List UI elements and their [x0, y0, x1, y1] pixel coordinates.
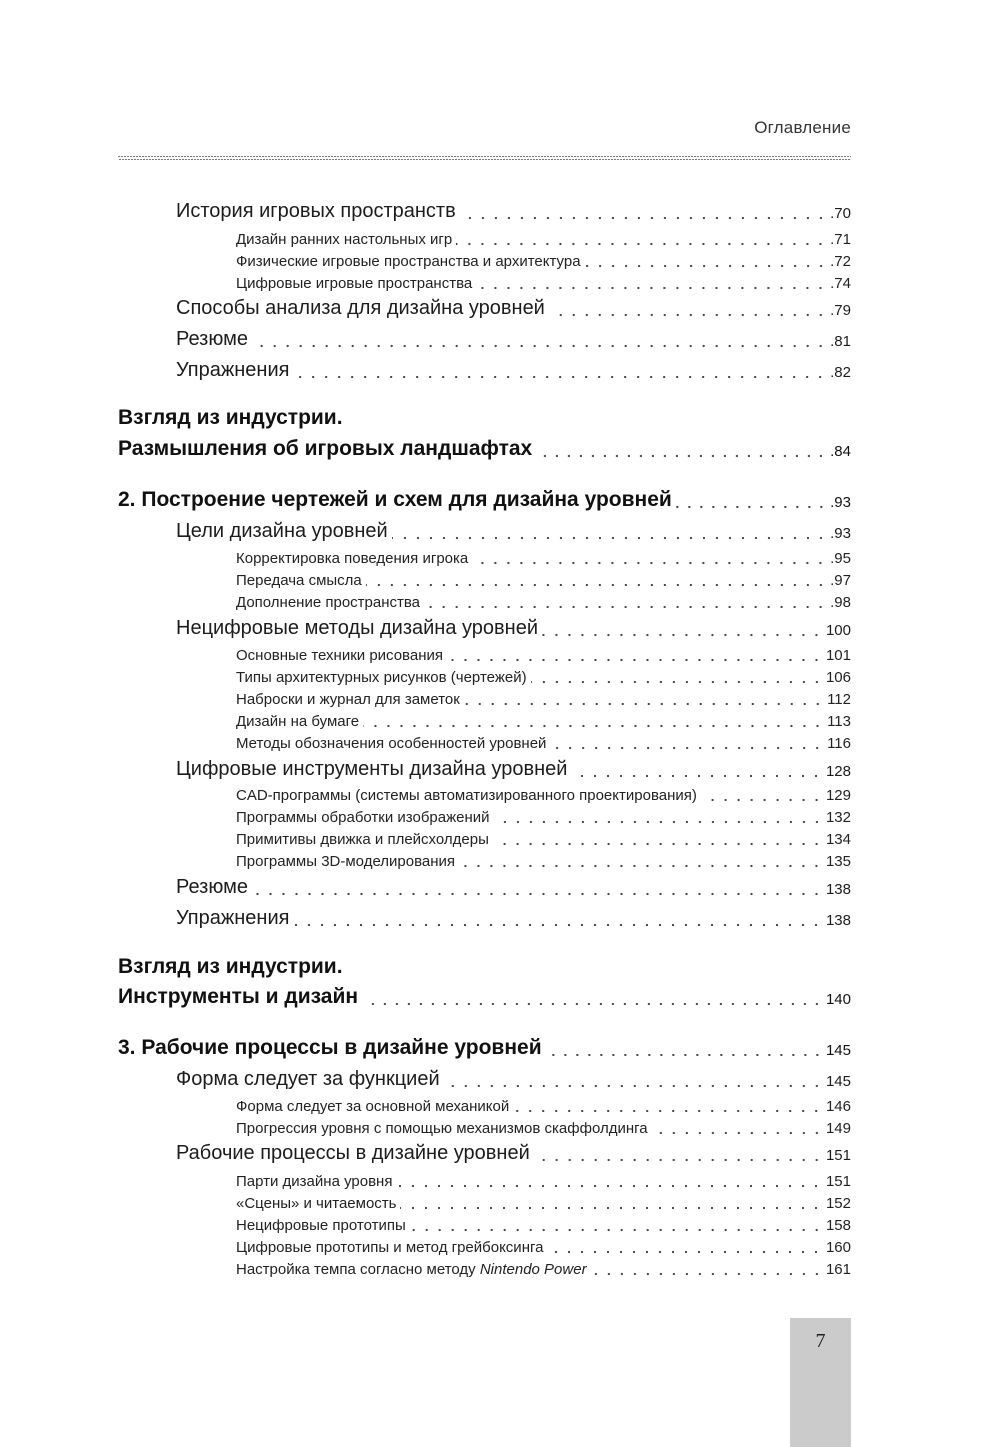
dot-leader: [571, 758, 823, 778]
toc-entry: [176, 907, 851, 928]
toc-entry: [176, 1068, 851, 1089]
dot-leader: [252, 876, 823, 896]
toc-entry-page: .98: [830, 594, 851, 611]
toc-entry: [236, 831, 851, 847]
toc-entry-page: .81: [830, 333, 851, 350]
toc-entry-title: 3. Рабочие процессы в дизайне уровней: [118, 1037, 546, 1058]
dot-leader: [460, 200, 827, 220]
toc-entry-page: 146: [825, 1098, 851, 1115]
toc-entry-page: .84: [830, 443, 851, 460]
toc-entry: [176, 758, 851, 779]
toc-entry-page: .74: [830, 275, 851, 292]
toc-entry-page: 128: [825, 763, 851, 780]
toc-entry-title-italic: Nintendo Power: [479, 1261, 587, 1278]
toc-section-heading: Взгляд из индустрии.: [118, 406, 343, 429]
running-header: Оглавление: [754, 118, 851, 137]
dot-leader: [293, 359, 827, 379]
toc-entry-page: .79: [830, 302, 851, 319]
page-number-tab: [790, 1318, 851, 1447]
toc-entry: [176, 359, 851, 380]
toc-entry: [236, 1261, 851, 1277]
toc-entry: [236, 231, 851, 247]
toc-entry: [236, 572, 851, 588]
toc-entry-page: 152: [825, 1195, 851, 1212]
toc-entry: [236, 1195, 851, 1211]
toc-entry-page: 149: [825, 1120, 851, 1137]
page-number: 7: [815, 1330, 826, 1352]
toc-entry-page: 112: [827, 691, 851, 708]
toc-entry: [118, 437, 851, 459]
toc-entry: [236, 1217, 851, 1233]
toc-entry: [176, 328, 851, 349]
dot-leader: [542, 617, 823, 637]
toc-entry-page: 140: [825, 991, 851, 1008]
toc-entry-title: Форма следует за основной механикой: [236, 1099, 513, 1114]
toc-entry: [176, 297, 851, 318]
toc-entry-title: Упражнения: [176, 908, 293, 928]
dot-leader: [366, 572, 827, 587]
toc-entry-title: Нецифровые методы дизайна уровней: [176, 618, 542, 638]
toc-entry-page: 158: [825, 1217, 851, 1234]
toc-entry: [236, 713, 851, 729]
toc-entry-page: 106: [825, 669, 851, 686]
toc-entry-title: Инструменты и дизайн: [118, 986, 362, 1007]
toc-entry-title: Корректировка поведения игрока: [236, 551, 472, 566]
toc-entry-title: Рабочие процессы в дизайне уровней: [176, 1143, 534, 1163]
toc-entry-title: Примитивы движка и плейсхолдеры: [236, 832, 493, 847]
toc-entry-title: Цифровые прототипы и метод грейбоксинга: [236, 1240, 547, 1255]
dot-leader: [456, 231, 827, 246]
dot-leader: [444, 1068, 823, 1088]
dot-leader: [472, 550, 827, 565]
dot-leader: [464, 691, 824, 706]
dot-leader: [493, 831, 823, 846]
dot-leader: [549, 297, 827, 317]
toc-entry-title: Передача смысла: [236, 573, 366, 588]
toc-entry-page: 135: [825, 853, 851, 870]
dot-leader: [447, 647, 823, 662]
toc-entry-title: История игровых пространств: [176, 201, 460, 221]
toc-entry-page: 134: [825, 831, 851, 848]
toc-entry-page: .70: [830, 205, 851, 222]
toc-entry-page: .72: [830, 253, 851, 270]
toc-entry: [236, 550, 851, 566]
dot-leader: [476, 275, 827, 290]
toc-entry: [236, 594, 851, 610]
toc-entry: [236, 1098, 851, 1114]
toc-entry: [176, 617, 851, 638]
toc-entry-title: Способы анализа для дизайна уровней: [176, 298, 549, 318]
toc-entry: [236, 1120, 851, 1136]
toc-entry-page: 101: [825, 647, 851, 664]
toc-entry: [236, 669, 851, 685]
toc-entry-page: 132: [825, 809, 851, 826]
dot-leader: [293, 907, 822, 927]
toc-entry: [176, 876, 851, 897]
dot-leader: [701, 787, 823, 802]
dot-leader: [546, 1036, 823, 1057]
dot-leader: [652, 1120, 823, 1135]
dot-leader: [410, 1217, 823, 1232]
toc-entry: [236, 275, 851, 291]
dot-leader: [550, 735, 824, 750]
toc-entry: [176, 200, 851, 221]
dot-leader: [252, 328, 827, 348]
dot-leader: [459, 853, 823, 868]
toc-entry-page: 113: [827, 713, 851, 730]
toc-entry-title: Форма следует за функцией: [176, 1069, 444, 1089]
toc-entry-page: 151: [825, 1147, 851, 1164]
toc-entry-title: Нецифровые прототипы: [236, 1218, 410, 1233]
dot-leader: [534, 1142, 823, 1162]
toc-entry-page: 151: [825, 1173, 851, 1190]
dot-leader: [676, 488, 827, 509]
toc-entry-title: Типы архитектурных рисунков (чертежей): [236, 670, 531, 685]
toc-entry-page: 161: [825, 1261, 851, 1278]
toc-entry-page: 160: [825, 1239, 851, 1256]
toc-entry-title: Прогрессия уровня с помощью механизмов скаффолдинга: [236, 1121, 652, 1136]
toc-entry-title: 2. Построение чертежей и схем для дизайна уровней: [118, 489, 676, 510]
dot-leader: [424, 594, 827, 609]
toc-entry-page: 100: [825, 622, 851, 639]
toc-entry-title: Парти дизайна уровня: [236, 1174, 396, 1189]
toc-entry-title: Дополнение пространства: [236, 595, 424, 610]
toc-entry: [176, 1142, 851, 1163]
toc-entry: [236, 1173, 851, 1189]
toc-entry-title: Упражнения: [176, 360, 293, 380]
toc-entry-title: Программы обработки изображений: [236, 810, 494, 825]
toc-entry-title-text: Настройка темпа согласно методу: [236, 1261, 480, 1278]
dot-leader: [494, 809, 823, 824]
toc-entry-title: Основные техники рисования: [236, 648, 447, 663]
toc-entry-title: Резюме: [176, 329, 252, 349]
toc-entry-page: .93: [830, 494, 851, 511]
toc-entry-title: «Сцены» и читаемость: [236, 1196, 400, 1211]
dot-leader: [547, 1239, 823, 1254]
toc-entry-page: .82: [830, 364, 851, 381]
toc-entry-page: .93: [830, 525, 851, 542]
toc-entry: [236, 735, 851, 751]
dot-leader: [392, 520, 827, 540]
toc-entry-page: .71: [830, 231, 851, 248]
toc-entry-title: Физические игровые пространства и архитектура: [236, 254, 585, 269]
toc-entry-page: .95: [830, 550, 851, 567]
toc-entry-title: Наброски и журнал для заметок: [236, 692, 464, 707]
toc-entry-title: Резюме: [176, 877, 252, 897]
toc-entry-page: 129: [825, 787, 851, 804]
toc-entry: [236, 787, 851, 803]
toc-entry: [236, 253, 851, 269]
toc-entry-title: CAD-программы (системы автоматизированного проектирования): [236, 788, 701, 803]
dot-leader: [531, 669, 823, 684]
toc-section-heading: Взгляд из индустрии.: [118, 955, 343, 978]
toc-entry-title: Дизайн ранних настольных игр: [236, 232, 456, 247]
toc-entry-title: Дизайн на бумаге: [236, 714, 363, 729]
dot-leader: [400, 1195, 822, 1210]
toc-entry-page: 145: [825, 1042, 851, 1059]
toc-entry-title: [236, 1262, 591, 1277]
toc-entry-page: 138: [825, 912, 851, 929]
toc-entry-page: 145: [825, 1073, 851, 1090]
toc-entry-title: Цели дизайна уровней: [176, 521, 392, 541]
toc-entry-title: Методы обозначения особенностей уровней: [236, 736, 550, 751]
toc-chapter-entry: [118, 488, 851, 510]
toc-entry: [236, 809, 851, 825]
toc-entry-page: 116: [827, 735, 851, 752]
toc-entry-title: Программы 3D-моделирования: [236, 854, 459, 869]
dot-leader: [585, 253, 828, 268]
toc-entry: [236, 647, 851, 663]
toc-entry: [236, 853, 851, 869]
toc-entry: [176, 520, 851, 541]
toc-entry: [236, 1239, 851, 1255]
dot-leader: [591, 1261, 823, 1276]
dot-leader: [363, 713, 824, 728]
dot-leader: [513, 1098, 823, 1113]
toc-entry-title: Размышления об игровых ландшафтах: [118, 438, 536, 459]
toc-entry: [236, 691, 851, 707]
dot-leader: [536, 437, 827, 458]
dot-leader: [362, 985, 823, 1006]
toc-entry-title: Цифровые инструменты дизайна уровней: [176, 759, 571, 779]
toc-entry: [118, 985, 851, 1007]
toc-entry-title: Цифровые игровые пространства: [236, 276, 476, 291]
dot-leader: [396, 1173, 823, 1188]
toc-chapter-entry: [118, 1036, 851, 1058]
toc-entry-page: .97: [830, 572, 851, 589]
toc-entry-page: 138: [825, 881, 851, 898]
